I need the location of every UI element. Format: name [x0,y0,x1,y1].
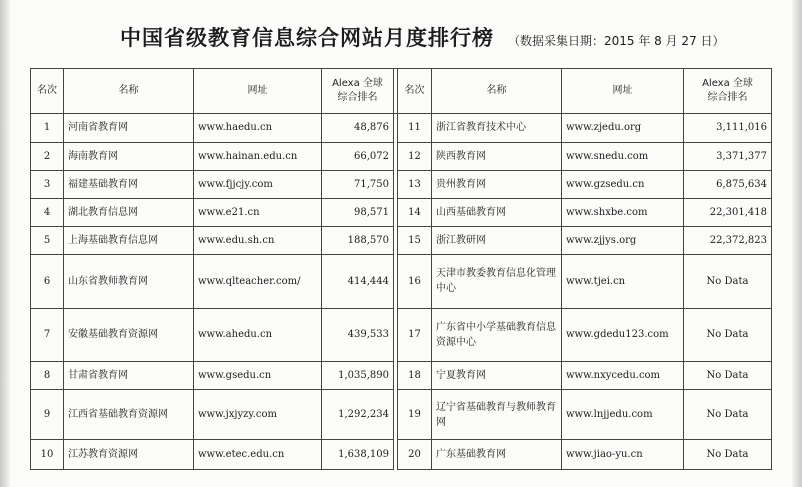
site-url-cell: www.ahedu.cn [194,308,322,362]
rank-cell: 9 [31,390,64,440]
ranking-table-body [31,114,772,470]
rank-cell: 4 [31,198,64,226]
alexa-rank-cell: 188,570 [322,226,394,254]
scan-edge-right [792,0,802,487]
rank-cell: 17 [398,308,432,362]
site-url-cell: www.jxjyzy.com [194,390,322,440]
alexa-rank-cell: 414,444 [322,254,394,308]
alexa-rank-cell: 1,035,890 [322,362,394,390]
header-url: 网址 [194,69,322,114]
site-name-cell: 宁夏教育网 [432,362,562,390]
site-name-cell: 湖北教育信息网 [64,198,194,226]
scan-edge-left [0,0,10,487]
site-name-cell: 甘肃省教育网 [64,362,194,390]
table-row [31,362,772,390]
alexa-rank-cell: 3,111,016 [684,114,772,143]
rank-cell: 2 [31,142,64,170]
site-name-cell: 河南省教育网 [64,114,194,143]
site-name-cell: 海南教育网 [64,142,194,170]
site-url-cell: www.haedu.cn [194,114,322,143]
page-header [40,22,772,56]
table-row [31,390,772,440]
header-alexa-line1-right: Alexa 全球 [702,78,753,89]
rank-cell: 14 [398,198,432,226]
alexa-rank-cell: No Data [684,390,772,440]
header-alexa-line2: 综合排名 [337,92,378,103]
site-name-cell: 广东省中小学基础教育信息资源中心 [432,308,562,362]
header-rank: 名次 [31,69,64,114]
site-url-cell: www.etec.edu.cn [194,439,322,469]
alexa-rank-cell: 66,072 [322,142,394,170]
collection-date: （数据采集日期：2015 年 8 月 27 日） [508,34,725,48]
rank-cell: 6 [31,254,64,308]
header-name: 名称 [64,69,194,114]
site-url-cell: www.shxbe.com [562,198,684,226]
alexa-rank-cell: 1,292,234 [322,390,394,440]
rank-cell: 7 [31,308,64,362]
rank-cell: 11 [398,114,432,143]
site-name-cell: 广东基础教育网 [432,439,562,469]
site-url-cell: www.qlteacher.com/ [194,254,322,308]
site-name-cell: 江苏教育资源网 [64,439,194,469]
rank-cell: 5 [31,226,64,254]
header-alexa-right [684,69,772,114]
site-url-cell: www.gsedu.cn [194,362,322,390]
table-row [31,170,772,198]
rank-cell: 18 [398,362,432,390]
ranking-table [30,68,772,470]
table-row [31,198,772,226]
page-title: 中国省级教育信息综合网站月度排行榜 [120,26,494,50]
header-url-right: 网址 [562,69,684,114]
site-url-cell: www.gdedu123.com [562,308,684,362]
site-url-cell: www.jiao-yu.cn [562,439,684,469]
alexa-rank-cell: 1,638,109 [322,439,394,469]
rank-cell: 8 [31,362,64,390]
rank-cell: 12 [398,142,432,170]
header-alexa-line1: Alexa 全球 [332,78,383,89]
rank-cell: 13 [398,170,432,198]
table-header-row [31,69,772,114]
site-url-cell: www.tjei.cn [562,254,684,308]
rank-cell: 16 [398,254,432,308]
alexa-rank-cell: 22,301,418 [684,198,772,226]
rank-cell: 19 [398,390,432,440]
site-url-cell: www.gzsedu.cn [562,170,684,198]
site-url-cell: www.hainan.edu.cn [194,142,322,170]
site-name-cell: 陕西教育网 [432,142,562,170]
table-row [31,254,772,308]
site-url-cell: www.fjjcjy.com [194,170,322,198]
site-name-cell: 安徽基础教育资源网 [64,308,194,362]
alexa-rank-cell: 98,571 [322,198,394,226]
site-name-cell: 山西基础教育网 [432,198,562,226]
header-alexa-line2-right: 综合排名 [707,92,748,103]
alexa-rank-cell: No Data [684,308,772,362]
table-row [31,439,772,469]
site-name-cell: 浙江省教育技术中心 [432,114,562,143]
site-url-cell: www.e21.cn [194,198,322,226]
site-name-cell: 山东省教师教育网 [64,254,194,308]
rank-cell: 10 [31,439,64,469]
alexa-rank-cell: 48,876 [322,114,394,143]
header-alexa [322,69,394,114]
alexa-rank-cell: 22,372,823 [684,226,772,254]
site-name-cell: 浙江教研网 [432,226,562,254]
table-row [31,142,772,170]
rank-cell: 15 [398,226,432,254]
alexa-rank-cell: No Data [684,439,772,469]
site-name-cell: 福建基础教育网 [64,170,194,198]
site-url-cell: www.edu.sh.cn [194,226,322,254]
alexa-rank-cell: 71,750 [322,170,394,198]
header-rank-right: 名次 [398,69,432,114]
rank-cell: 3 [31,170,64,198]
site-name-cell: 江西省基础教育资源网 [64,390,194,440]
site-url-cell: www.snedu.com [562,142,684,170]
rank-cell: 1 [31,114,64,143]
header-name-right: 名称 [432,69,562,114]
table-row [31,114,772,143]
site-url-cell: www.nxycedu.com [562,362,684,390]
rank-cell: 20 [398,439,432,469]
alexa-rank-cell: No Data [684,362,772,390]
site-url-cell: www.zjjys.org [562,226,684,254]
alexa-rank-cell: 6,875,634 [684,170,772,198]
site-name-cell: 贵州教育网 [432,170,562,198]
site-url-cell: www.lnjjedu.com [562,390,684,440]
site-name-cell: 天津市教委教育信息化管理中心 [432,254,562,308]
alexa-rank-cell: 439,533 [322,308,394,362]
site-name-cell: 辽宁省基础教育与教师教育网 [432,390,562,440]
alexa-rank-cell: No Data [684,254,772,308]
alexa-rank-cell: 3,371,377 [684,142,772,170]
table-row [31,308,772,362]
site-name-cell: 上海基础教育信息网 [64,226,194,254]
site-url-cell: www.zjedu.org [562,114,684,143]
table-row [31,226,772,254]
